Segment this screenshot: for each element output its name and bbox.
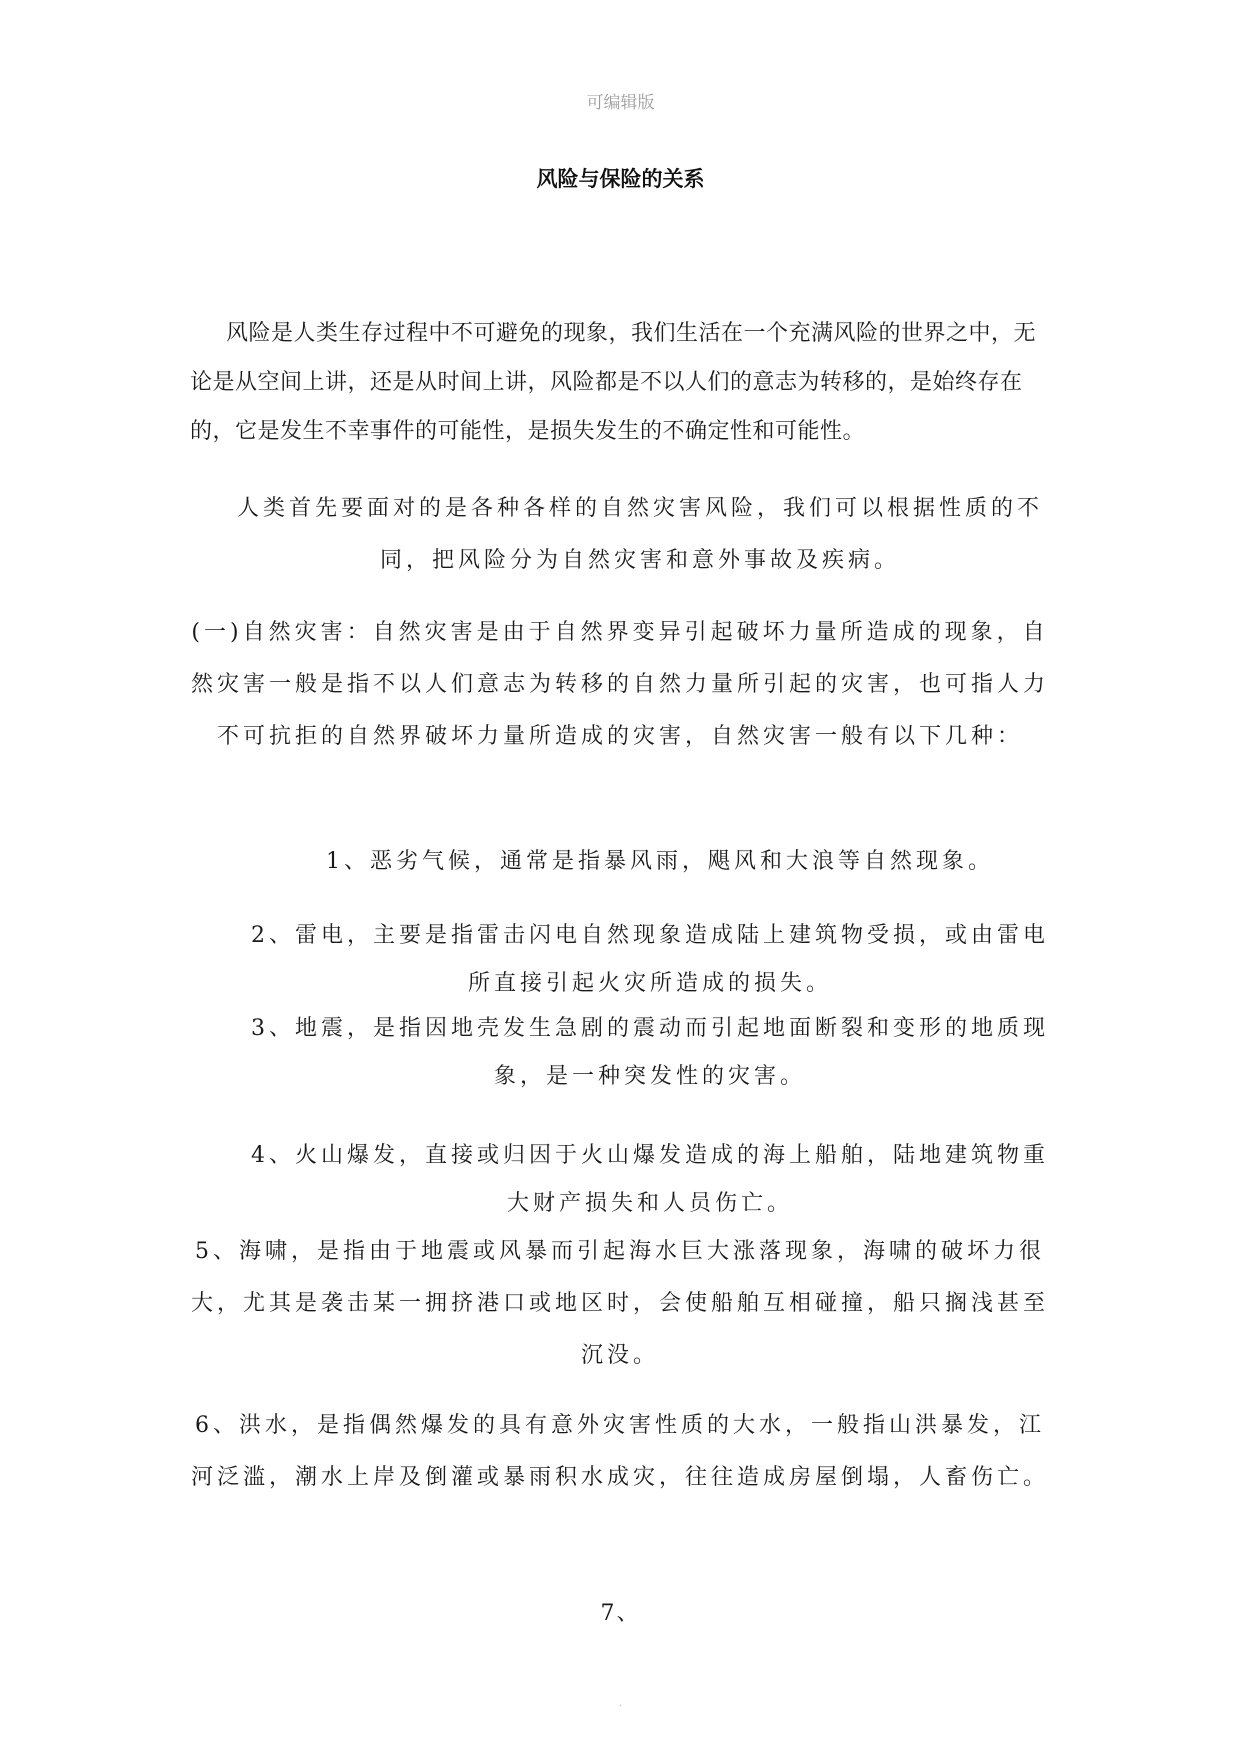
list-item-bad-weather: 1、恶劣气候，通常是指暴风雨，飓风和大浪等自然现象。 [326, 849, 994, 874]
paragraph-intro: 风险是人类生存过程中不可避免的现象，我们生活在一个充满风险的世界之中，无论是从空间上讲，还是从时间上讲，风险都是不以人们的意志为转移的，是始终存在的，它是发生不幸事件的可能性，是损失发生的不确定性和可能性。 [190, 321, 1037, 444]
list-item-lightning: 2、雷电，主要是指雷击闪电自然现象造成陆上建筑物受损，或由雷电所直接引起火灾所造成的损失。 [251, 923, 1049, 996]
paragraph-natural-disasters: (一)自然灾害：自然灾害是由于自然界变异引起破坏力量所造成的现象，自然灾害一般是指不以人们意志为转移的自然力量所引起的灾害，也可指人力不可抗拒的自然界破坏力量所造成的灾害，自然灾害一般有以下几种： [190, 620, 1049, 749]
paragraph-risk-types: 人类首先要面对的是各种各样的自然灾害风险，我们可以根据性质的不同，把风险分为自然灾害和意外事故及疾病。 [236, 496, 1043, 573]
list-item-earthquake: 3、地震，是指因地壳发生急剧的震动而引起地面断裂和变形的地质现象，是一种突发性的灾害。 [251, 1016, 1049, 1089]
list-item-tsunami: 5、海啸，是指由于地震或风暴而引起海水巨大涨落现象，海啸的破坏力很大，尤其是袭击某一拥挤港口或地区时，会使船舶互相碰撞，船只搁浅甚至沉没。 [190, 1239, 1049, 1368]
document-title: 风险与保险的关系 [536, 167, 705, 191]
editable-watermark: 可编辑版 [586, 93, 655, 113]
list-item-flood: 6、洪水，是指偶然爆发的具有意外灾害性质的大水，一般指山洪暴发，江河泛滥，潮水上岸及倒灌或暴雨积水成灾，往往造成房屋倒塌，人畜伤亡。 [190, 1413, 1049, 1490]
list-item-7: 7、 [600, 1601, 641, 1626]
footer-mark: . [618, 1698, 623, 1709]
list-item-volcano: 4、火山爆发，直接或归因于火山爆发造成的海上船舶，陆地建筑物重大财产损失和人员伤亡。 [251, 1143, 1049, 1216]
